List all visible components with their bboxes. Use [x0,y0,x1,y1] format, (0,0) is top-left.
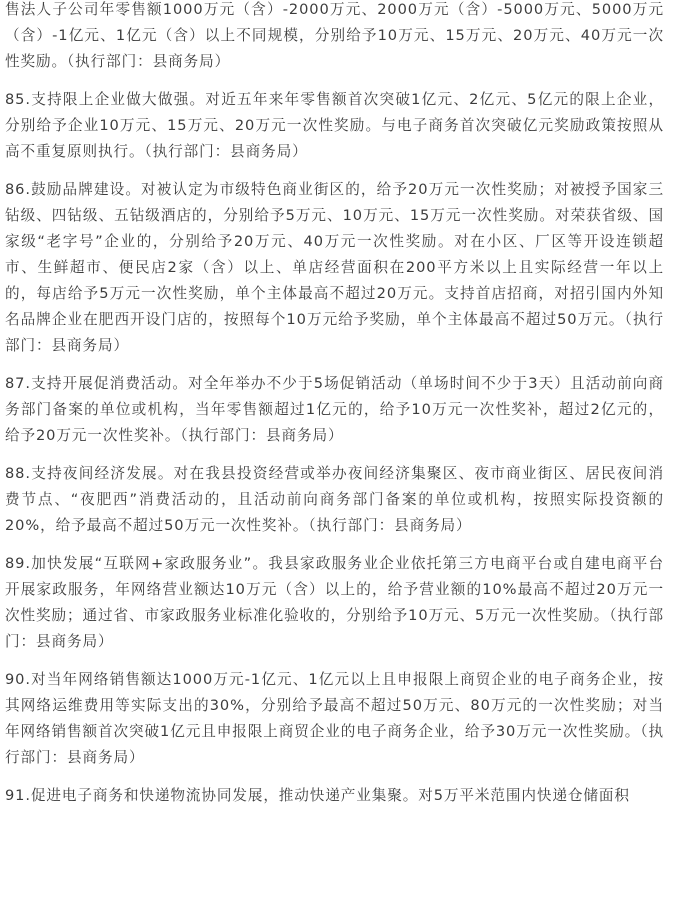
paragraph-85: 85.支持限上企业做大做强。对近五年来年零售额首次突破1亿元、2亿元、5亿元的限上企业，分别给予企业10万元、15万元、20万元一次性奖励。与电子商务首次突破亿元奖励政策按照从高不重复原则执行。（执行部门：县商务局） [5,91,664,160]
document-body [5,0,664,821]
paragraph-91: 91.促进电子商务和快递物流协同发展，推动快递产业集聚。对5万平米范围内快递仓储面积 [5,787,630,804]
paragraph-84-continued: 售法人子公司年零售额1000万元（含）-2000万元、2000万元（含）-5000万元、5000万元（含）-1亿元、1亿元（含）以上不同规模，分别给予10万元、15万元、20万元、40万元一次性奖励。（执行部门：县商务局） [5,1,664,70]
paragraph-87: 87.支持开展促消费活动。对全年举办不少于5场促销活动（单场时间不少于3天）且活动前向商务部门备案的单位或机构，当年零售额超过1亿元的，给予10万元一次性奖补，超过2亿元的，给予20万元一次性奖补。（执行部门：县商务局） [5,375,664,444]
paragraph-88: 88.支持夜间经济发展。对在我县投资经营或举办夜间经济集聚区、夜市商业街区、居民夜间消费节点、“夜肥西”消费活动的，且活动前向商务部门备案的单位或机构，按照实际投资额的20%，给予最高不超过50万元一次性奖补。（执行部门：县商务局） [5,465,664,534]
paragraph-90: 90.对当年网络销售额达1000万元-1亿元、1亿元以上且申报限上商贸企业的电子商务企业，按其网络运维费用等实际支出的30%，分别给予最高不超过50万元、80万元的一次性奖励；对当年网络销售额首次突破1亿元且申报限上商贸企业的电子商务企业，给予30万元一次性奖励。（执行部门：县商务局） [5,671,664,766]
paragraph-86: 86.鼓励品牌建设。对被认定为市级特色商业街区的，给予20万元一次性奖励；对被授予国家三钻级、四钻级、五钻级酒店的，分别给予5万元、10万元、15万元一次性奖励。对荣获省级、国家级“老字号”企业的，分别给予20万元、40万元一次性奖励。对在小区、厂区等开设连锁超市、生鲜超市、便民店2家（含）以上、单店经营面积在200平方米以上且实际经营一年以上的，每店给予5万元一次性奖励，单个主体最高不超过20万元。支持首店招商，对招引国内外知名品牌企业在肥西开设门店的，按照每个10万元给予奖励，单个主体最高不超过50万元。（执行部门：县商务局） [5,181,664,354]
paragraph-89: 89.加快发展“互联网+家政服务业”。我县家政服务业企业依托第三方电商平台或自建电商平台开展家政服务，年网络营业额达10万元（含）以上的，给予营业额的10%最高不超过20万元一次性奖励；通过省、市家政服务业标准化验收的，分别给予10万元、5万元一次性奖励。（执行部门：县商务局） [5,555,664,650]
